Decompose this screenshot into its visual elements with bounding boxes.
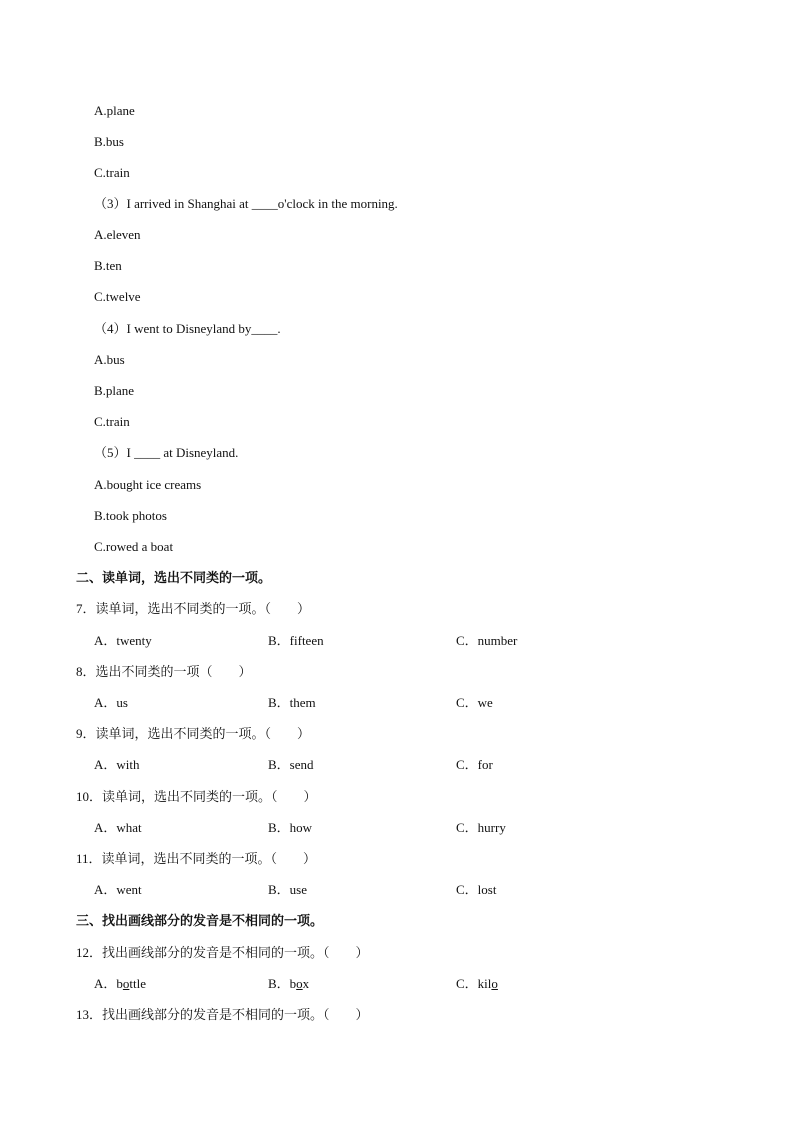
- option-c: C.rowed a boat: [94, 539, 174, 554]
- option-c: C.train: [94, 414, 130, 429]
- option-c: C．for: [456, 757, 493, 772]
- option-a: A．went: [94, 882, 142, 897]
- question-8-stem: 8．选出不同类的一项（ ）: [76, 664, 252, 679]
- option-a: A．twenty: [94, 633, 152, 648]
- option-a: A.eleven: [94, 227, 141, 242]
- option-a: A．bottle: [94, 976, 146, 991]
- option-a: A.bought ice creams: [94, 477, 202, 492]
- option-c: C．we: [456, 695, 493, 710]
- option-a: A．what: [94, 820, 142, 835]
- subquestion-3-stem: （3）I arrived in Shanghai at ____o'clock in the morning.: [94, 196, 398, 211]
- subquestion-5-stem: （5）I ____ at Disneyland.: [94, 445, 239, 460]
- option-b: B．send: [268, 757, 314, 772]
- subquestion-4-stem: （4）I went to Disneyland by____.: [94, 321, 281, 336]
- section-2-title: 二、读单词，选出不同类的一项。: [76, 570, 272, 585]
- question-7-stem: 7．读单词，选出不同类的一项。（ ）: [76, 601, 311, 616]
- option-a: A．with: [94, 757, 140, 772]
- underlined-letter: o: [122, 976, 130, 991]
- question-10-stem: 10．读单词，选出不同类的一项。（ ）: [76, 789, 317, 804]
- underlined-letter: o: [296, 976, 303, 991]
- option-b: B.plane: [94, 383, 135, 398]
- option-a: A.plane: [94, 103, 135, 118]
- option-a: A.bus: [94, 352, 125, 367]
- option-b: B．how: [268, 820, 313, 835]
- option-b: B．use: [268, 882, 308, 897]
- question-11-stem: 11．读单词，选出不同类的一项。（ ）: [76, 851, 317, 866]
- option-b: B.bus: [94, 134, 124, 149]
- option-a: A．us: [94, 695, 128, 710]
- underlined-letter: o: [491, 976, 498, 991]
- option-c: C.train: [94, 165, 130, 180]
- option-b: B．fifteen: [268, 633, 324, 648]
- question-9-stem: 9．读单词，选出不同类的一项。（ ）: [76, 726, 311, 741]
- option-c: C．hurry: [456, 820, 506, 835]
- option-b: B.took photos: [94, 508, 167, 523]
- section-3-title: 三、找出画线部分的发音是不相同的一项。: [76, 913, 324, 928]
- option-b: B．them: [268, 695, 316, 710]
- option-b: B.ten: [94, 258, 122, 273]
- option-c: C.twelve: [94, 289, 141, 304]
- option-b: B．box: [268, 976, 310, 991]
- option-c: C．number: [456, 633, 518, 648]
- option-c: C．kilo: [456, 976, 498, 991]
- question-12-stem: 12．找出画线部分的发音是不相同的一项。（ ）: [76, 945, 369, 960]
- question-13-stem: 13．找出画线部分的发音是不相同的一项。（ ）: [76, 1007, 369, 1022]
- option-c: C．lost: [456, 882, 497, 897]
